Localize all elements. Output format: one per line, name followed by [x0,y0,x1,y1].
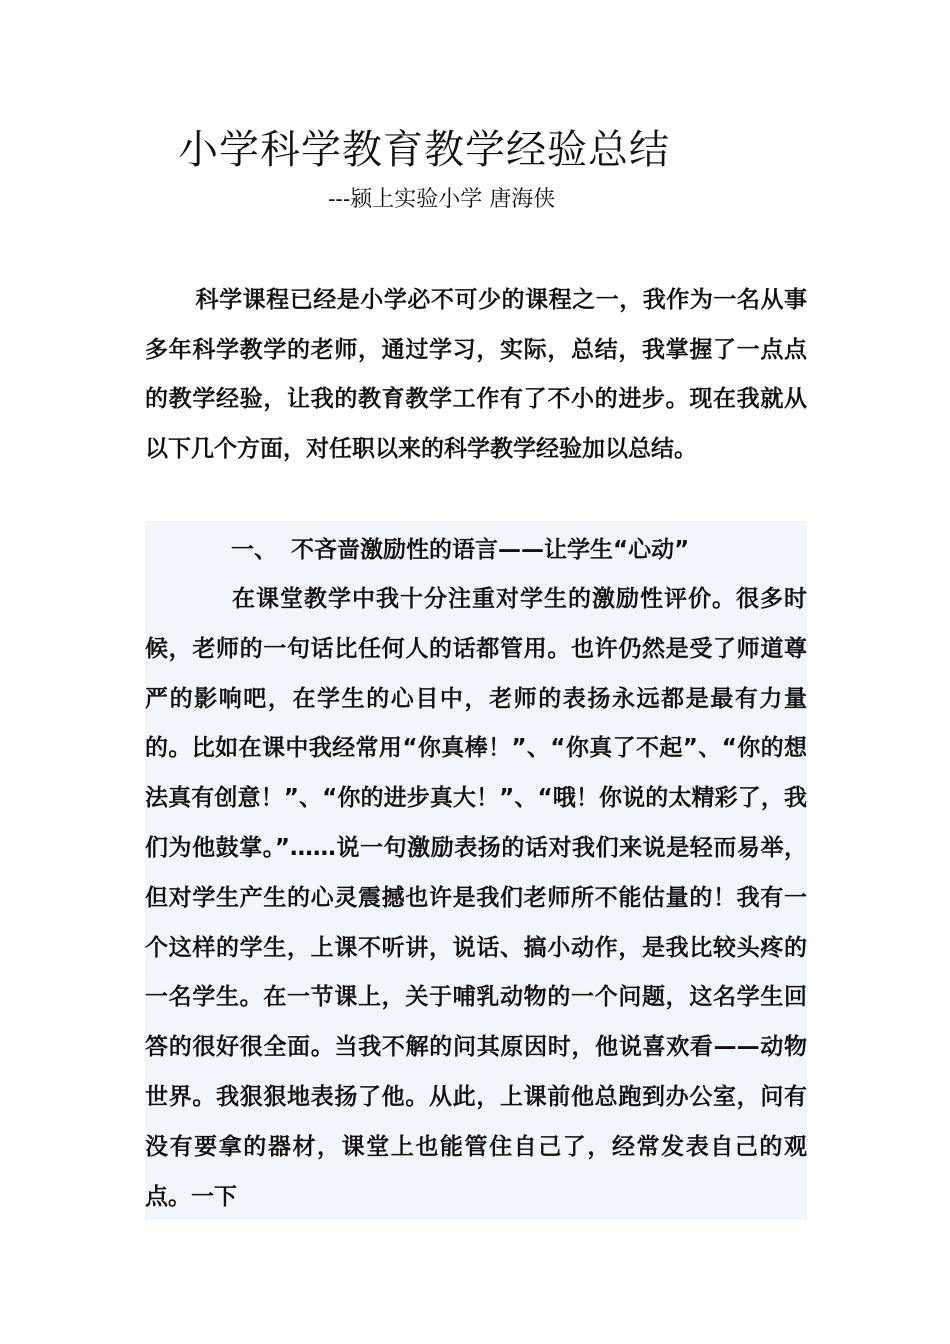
section-body-paragraph [145,575,807,1222]
section-number: 一、 [231,537,277,563]
intro-paragraph [145,276,807,475]
document-title: 小学科学教育教学经验总结 [178,127,670,173]
document-subtitle: ---颍上实验小学 唐海侠 [328,187,556,212]
section-body-text: 在课堂教学中我十分注重对学生的激励性评价。很多时候，老师的一句话比任何人的话都管用。也许仍然是受了师道尊严的影响吧，在学生的心目中，老师的表扬永远都是最有力量的。比如在课中我经常用“你真棒！”、“你真了不起”、“你的想法真有创意！”、“你的进步真大！”、“哦！你说的太精彩了，我们为他鼓掌。”……说一句激励表扬的话对我们来说是轻而易举，但对学生产生的心灵震撼也许是我们老师所不能估量的！我有一个这样的学生，上课不听讲，说话、搞小动作，是我比较头疼的一名学生。在一节课上，关于哺乳动物的一个问题，这名学生回答的很好很全面。当我不解的问其原因时，他说喜欢看——动物世界。我狠狠地表扬了他。从此，上课前他总跑到办公室，问有没有要拿的器材，课堂上也能管住自己了，经常发表自己的观点。一下 [145,586,807,1210]
section-heading-text: 不吝啬激励性的语言——让学生“心动” [291,537,690,563]
section-heading [145,525,807,575]
intro-text: 科学课程已经是小学必不可少的课程之一，我作为一名从事多年科学教学的老师，通过学习，实际，总结，我掌握了一点点的教学经验，让我的教育教学工作有了不小的进步。现在我就从以下几个方面，对任职以来的科学教学经验加以总结。 [145,287,807,463]
